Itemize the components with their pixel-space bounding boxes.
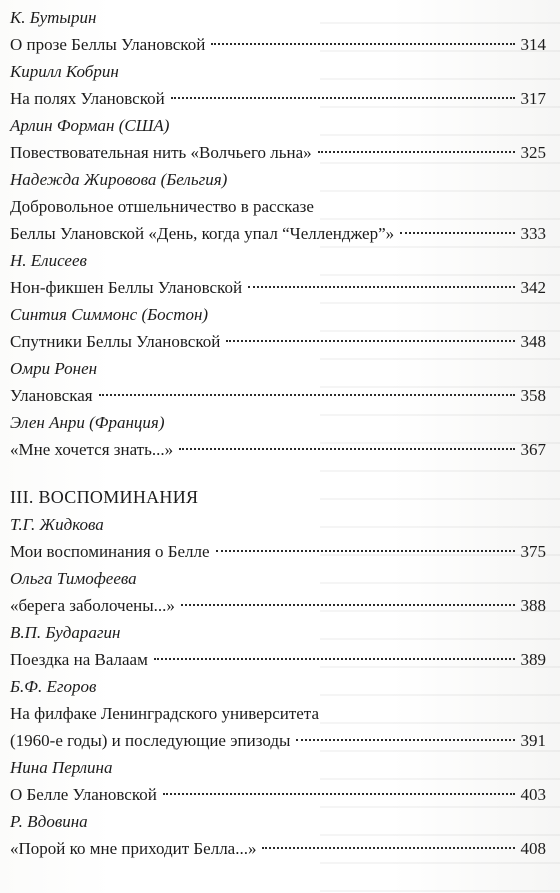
dot-leader xyxy=(248,286,514,288)
page-number: 325 xyxy=(520,143,546,162)
toc-entry xyxy=(10,112,546,166)
entry-title-row[interactable] xyxy=(10,382,546,409)
dot-leader xyxy=(296,739,514,741)
page-number: 389 xyxy=(520,650,546,669)
dot-leader xyxy=(216,550,515,552)
toc-entry xyxy=(10,619,546,673)
toc-entry xyxy=(10,58,546,112)
entry-author: Надежда Жировова (Бельгия) xyxy=(10,170,228,189)
entry-author: Арлин Форман (США) xyxy=(10,116,170,135)
entry-title-row[interactable] xyxy=(10,31,546,58)
page-number: 403 xyxy=(520,785,546,804)
page-number: 391 xyxy=(520,731,546,750)
entry-title-row[interactable] xyxy=(10,328,546,355)
entry-title-row[interactable] xyxy=(10,139,546,166)
entry-title-row[interactable] xyxy=(10,538,546,565)
toc-entry xyxy=(10,355,546,409)
table-of-contents xyxy=(10,4,546,862)
entry-author: Омри Ронен xyxy=(10,359,98,378)
entry-author: Т.Г. Жидкова xyxy=(10,515,104,534)
dot-leader xyxy=(400,232,514,234)
page-number: 367 xyxy=(520,440,546,459)
entry-title: На полях Улановской xyxy=(10,89,165,108)
page-number: 408 xyxy=(520,839,546,858)
entry-title: (1960-е годы) и последующие эпизоды xyxy=(10,731,291,750)
dot-leader xyxy=(154,658,515,660)
page-number: 375 xyxy=(520,542,546,561)
page-number: 388 xyxy=(520,596,546,615)
entry-title: Улановская xyxy=(10,386,93,405)
entry-title-row[interactable] xyxy=(10,220,546,247)
entry-title: Повествовательная нить «Волчьего льна» xyxy=(10,143,312,162)
toc-entry xyxy=(10,409,546,463)
entry-title-line: Добровольное отшельничество в рассказе xyxy=(10,197,314,216)
dot-leader xyxy=(181,604,515,606)
page-number: 342 xyxy=(520,278,546,297)
dot-leader xyxy=(211,43,514,45)
entry-author: Р. Вдовина xyxy=(10,812,88,831)
entry-author: Н. Елисеев xyxy=(10,251,87,270)
dot-leader xyxy=(179,448,514,450)
entry-author: К. Бутырин xyxy=(10,8,97,27)
page-number: 358 xyxy=(520,386,546,405)
toc-entry xyxy=(10,166,546,247)
entry-title-row[interactable] xyxy=(10,727,546,754)
dot-leader xyxy=(226,340,514,342)
entry-title: Спутники Беллы Улановской xyxy=(10,332,221,351)
entry-author: Б.Ф. Егоров xyxy=(10,677,97,696)
toc-entry xyxy=(10,4,546,58)
dot-leader xyxy=(163,793,515,795)
toc-entry xyxy=(10,754,546,808)
entry-title-row[interactable] xyxy=(10,85,546,112)
page-number: 348 xyxy=(520,332,546,351)
entry-author: Нина Перлина xyxy=(10,758,113,777)
toc-entry xyxy=(10,511,546,565)
toc-entry xyxy=(10,565,546,619)
toc-entry xyxy=(10,808,546,862)
entry-author: Ольга Тимофеева xyxy=(10,569,137,588)
dot-leader xyxy=(99,394,515,396)
entry-title-row[interactable] xyxy=(10,646,546,673)
page-number: 333 xyxy=(520,224,546,243)
entry-title-row[interactable] xyxy=(10,274,546,301)
entry-title: Мои воспоминания о Белле xyxy=(10,542,210,561)
entry-title: О прозе Беллы Улановской xyxy=(10,35,206,54)
entry-title: О Белле Улановской xyxy=(10,785,157,804)
entry-title: Нон-фикшен Беллы Улановской xyxy=(10,278,243,297)
entry-title-line: На филфаке Ленинградского университета xyxy=(10,704,319,723)
toc-entry xyxy=(10,673,546,754)
entry-title: «берега заболочены...» xyxy=(10,596,175,615)
entry-title-row[interactable] xyxy=(10,835,546,862)
entry-title: Поездка на Валаам xyxy=(10,650,148,669)
entry-author: Кирилл Кобрин xyxy=(10,62,119,81)
entry-title: «Мне хочется знать...» xyxy=(10,440,174,459)
entry-title-row[interactable] xyxy=(10,781,546,808)
entry-author: В.П. Бударагин xyxy=(10,623,121,642)
entry-title: Беллы Улановской «День, когда упал “Челленджер”» xyxy=(10,224,395,243)
entry-title: «Порой ко мне приходит Белла...» xyxy=(10,839,257,858)
entry-title-row[interactable] xyxy=(10,436,546,463)
section-heading: III. ВОСПОМИНАНИЯ xyxy=(10,487,199,507)
dot-leader xyxy=(262,847,514,849)
toc-entry xyxy=(10,247,546,301)
entry-author: Элен Анри (Франция) xyxy=(10,413,165,432)
entry-author: Синтия Симмонс (Бостон) xyxy=(10,305,209,324)
dot-leader xyxy=(318,151,515,153)
dot-leader xyxy=(171,97,515,99)
entry-title-row[interactable] xyxy=(10,592,546,619)
page-number: 317 xyxy=(520,89,546,108)
toc-entry xyxy=(10,301,546,355)
page-number: 314 xyxy=(520,35,546,54)
